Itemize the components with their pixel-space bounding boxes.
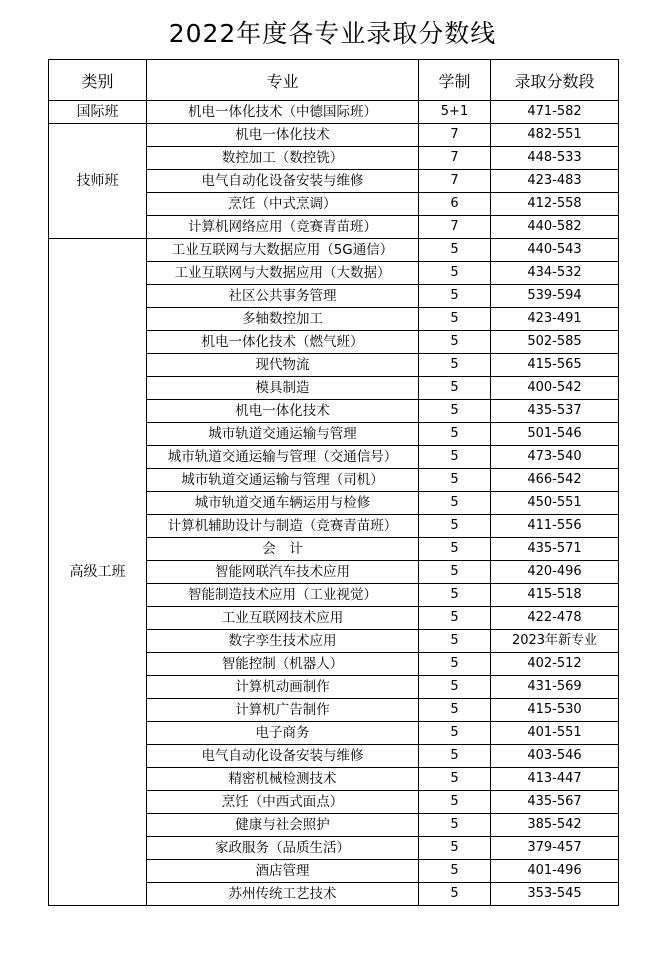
table-header-row [49, 60, 619, 101]
major-cell: 城市轨道交通车辆运用与检修 [147, 492, 419, 515]
score-cell: 353-545 [491, 883, 619, 906]
years-cell: 7 [419, 216, 491, 239]
years-cell: 5 [419, 607, 491, 630]
major-cell: 城市轨道交通运输与管理（司机） [147, 469, 419, 492]
years-cell: 5 [419, 883, 491, 906]
major-cell: 现代物流 [147, 354, 419, 377]
table-row [49, 239, 619, 262]
years-cell: 7 [419, 170, 491, 193]
major-cell: 计算机动画制作 [147, 676, 419, 699]
category-cell: 国际班 [49, 101, 147, 124]
years-cell: 5 [419, 262, 491, 285]
major-cell: 电气自动化设备安装与维修 [147, 745, 419, 768]
score-cell: 420-496 [491, 561, 619, 584]
years-cell: 5 [419, 745, 491, 768]
major-cell: 数控加工（数控铣） [147, 147, 419, 170]
years-cell: 5 [419, 285, 491, 308]
years-cell: 7 [419, 124, 491, 147]
major-cell: 工业互联网与大数据应用（大数据） [147, 262, 419, 285]
major-cell: 智能网联汽车技术应用 [147, 561, 419, 584]
score-cell: 412-558 [491, 193, 619, 216]
major-cell: 机电一体化技术 [147, 400, 419, 423]
major-cell: 会 计 [147, 538, 419, 561]
category-cell: 高级工班 [49, 239, 147, 906]
score-cell: 411-556 [491, 515, 619, 538]
table-row [49, 124, 619, 147]
category-cell: 技师班 [49, 124, 147, 239]
major-cell: 多轴数控加工 [147, 308, 419, 331]
score-cell: 413-447 [491, 768, 619, 791]
score-cell: 435-567 [491, 791, 619, 814]
header-score: 录取分数段 [491, 60, 619, 101]
score-cell: 402-512 [491, 653, 619, 676]
years-cell: 5 [419, 400, 491, 423]
years-cell: 5 [419, 561, 491, 584]
major-cell: 计算机广告制作 [147, 699, 419, 722]
major-cell: 计算机网络应用（竞赛青苗班） [147, 216, 419, 239]
major-cell: 智能控制（机器人） [147, 653, 419, 676]
major-cell: 健康与社会照护 [147, 814, 419, 837]
score-cell: 415-530 [491, 699, 619, 722]
score-cell: 435-537 [491, 400, 619, 423]
years-cell: 5 [419, 331, 491, 354]
major-cell: 电气自动化设备安装与维修 [147, 170, 419, 193]
years-cell: 5 [419, 492, 491, 515]
table-body [49, 101, 619, 906]
score-cell: 471-582 [491, 101, 619, 124]
score-cell: 473-540 [491, 446, 619, 469]
major-cell: 城市轨道交通运输与管理 [147, 423, 419, 446]
years-cell: 7 [419, 147, 491, 170]
score-cell: 434-532 [491, 262, 619, 285]
years-cell: 5 [419, 377, 491, 400]
page-title: 2022年度各专业录取分数线 [168, 19, 497, 48]
major-cell: 烹饪（中西式面点） [147, 791, 419, 814]
years-cell: 6 [419, 193, 491, 216]
major-cell: 工业互联网与大数据应用（5G通信） [147, 239, 419, 262]
header-years: 学制 [419, 60, 491, 101]
score-cell: 422-478 [491, 607, 619, 630]
score-cell: 415-565 [491, 354, 619, 377]
major-cell: 精密机械检测技术 [147, 768, 419, 791]
years-cell: 5 [419, 239, 491, 262]
years-cell: 5 [419, 538, 491, 561]
years-cell: 5 [419, 699, 491, 722]
score-cell: 450-551 [491, 492, 619, 515]
score-cell: 440-582 [491, 216, 619, 239]
years-cell: 5 [419, 630, 491, 653]
score-cell: 423-491 [491, 308, 619, 331]
years-cell: 5 [419, 814, 491, 837]
major-cell: 机电一体化技术 [147, 124, 419, 147]
score-cell: 401-496 [491, 860, 619, 883]
score-cell: 482-551 [491, 124, 619, 147]
score-cell: 379-457 [491, 837, 619, 860]
header-category: 类别 [49, 60, 147, 101]
score-cell: 2023年新专业 [491, 630, 619, 653]
major-cell: 苏州传统工艺技术 [147, 883, 419, 906]
header-major: 专业 [147, 60, 419, 101]
major-cell: 模具制造 [147, 377, 419, 400]
major-cell: 社区公共事务管理 [147, 285, 419, 308]
years-cell: 5 [419, 446, 491, 469]
major-cell: 机电一体化技术（中德国际班） [147, 101, 419, 124]
score-cell: 400-542 [491, 377, 619, 400]
score-cell: 501-546 [491, 423, 619, 446]
years-cell: 5 [419, 791, 491, 814]
major-cell: 城市轨道交通运输与管理（交通信号） [147, 446, 419, 469]
years-cell: 5 [419, 722, 491, 745]
major-cell: 烹饪（中式烹调） [147, 193, 419, 216]
years-cell: 5 [419, 308, 491, 331]
major-cell: 电子商务 [147, 722, 419, 745]
score-cell: 403-546 [491, 745, 619, 768]
score-cell: 448-533 [491, 147, 619, 170]
major-cell: 酒店管理 [147, 860, 419, 883]
major-cell: 计算机辅助设计与制造（竞赛青苗班） [147, 515, 419, 538]
years-cell: 5 [419, 768, 491, 791]
years-cell: 5 [419, 515, 491, 538]
years-cell: 5 [419, 860, 491, 883]
years-cell: 5 [419, 469, 491, 492]
years-cell: 5 [419, 837, 491, 860]
major-cell: 数字孪生技术应用 [147, 630, 419, 653]
score-cell: 423-483 [491, 170, 619, 193]
major-cell: 家政服务（品质生活） [147, 837, 419, 860]
major-cell: 机电一体化技术（燃气班） [147, 331, 419, 354]
admission-score-table [48, 59, 619, 906]
years-cell: 5 [419, 653, 491, 676]
score-cell: 466-542 [491, 469, 619, 492]
table-row [49, 101, 619, 124]
score-cell: 415-518 [491, 584, 619, 607]
major-cell: 智能制造技术应用（工业视觉） [147, 584, 419, 607]
score-cell: 385-542 [491, 814, 619, 837]
years-cell: 5 [419, 676, 491, 699]
major-cell: 工业互联网技术应用 [147, 607, 419, 630]
score-cell: 539-594 [491, 285, 619, 308]
score-cell: 502-585 [491, 331, 619, 354]
years-cell: 5 [419, 584, 491, 607]
score-cell: 401-551 [491, 722, 619, 745]
score-cell: 431-569 [491, 676, 619, 699]
score-cell: 435-571 [491, 538, 619, 561]
years-cell: 5 [419, 354, 491, 377]
years-cell: 5 [419, 423, 491, 446]
years-cell: 5+1 [419, 101, 491, 124]
score-cell: 440-543 [491, 239, 619, 262]
